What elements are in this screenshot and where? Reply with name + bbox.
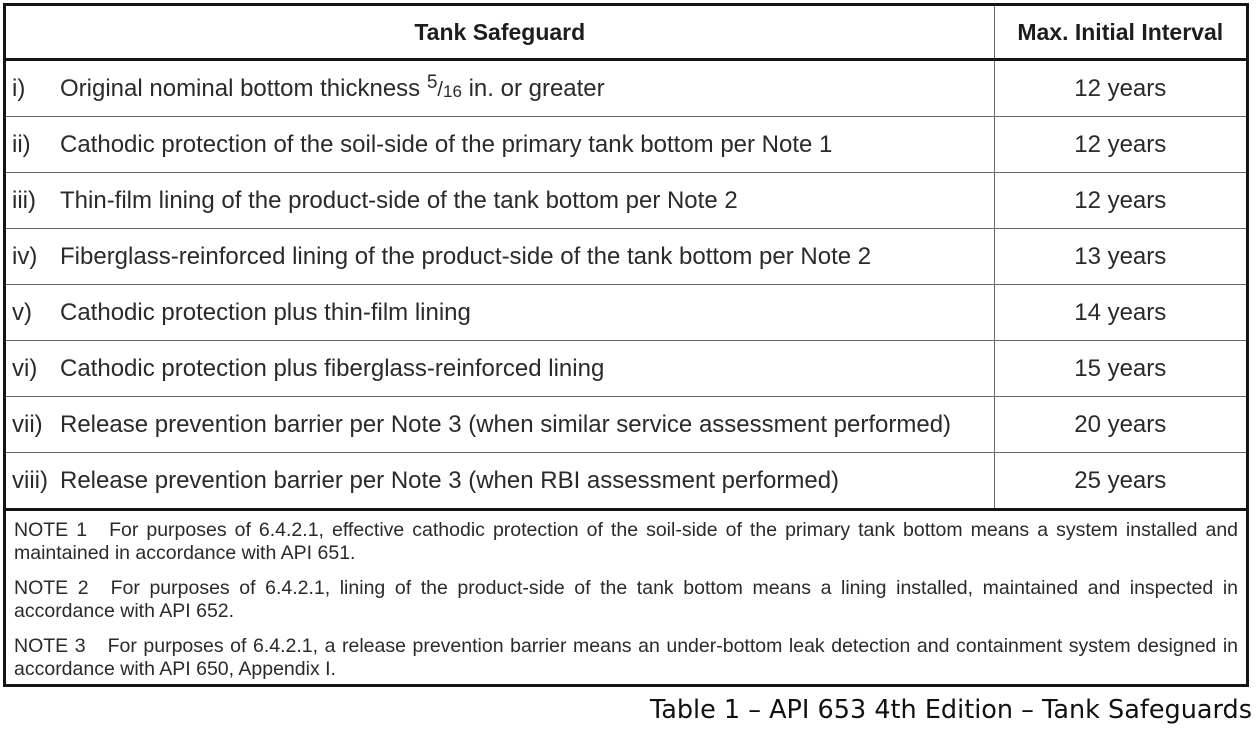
fraction-denominator: 16 xyxy=(442,81,462,101)
note-label: NOTE 1 xyxy=(14,519,88,541)
safeguard-text: Release prevention barrier per Note 3 (when similar service assessment performed) xyxy=(60,410,952,438)
interval-cell: 15 years xyxy=(994,341,1246,397)
safeguard-text: Thin-film lining of the product-side of the tank bottom per Note 2 xyxy=(60,186,738,214)
table-row xyxy=(6,397,1246,453)
note-label: NOTE 2 xyxy=(14,577,89,599)
row-numeral: viii) xyxy=(12,466,48,494)
safeguard-text-main: Original nominal bottom thickness xyxy=(60,74,421,102)
table-row xyxy=(6,341,1246,397)
fraction-numerator: 5 xyxy=(426,71,438,93)
row-numeral: v) xyxy=(12,298,32,326)
fraction-five-sixteenths: $^5/_{16}$ xyxy=(426,71,462,101)
header-tank-safeguard: Tank Safeguard xyxy=(6,6,994,60)
note-text: For purposes of 6.4.2.1, lining of the product-side of the tank bottom means a lining installed, maintained and inspected in accordance with API 652. xyxy=(14,577,1238,622)
row-numeral: i) xyxy=(12,74,26,102)
safeguard-cell xyxy=(6,453,994,510)
table-notes xyxy=(6,511,1246,680)
interval-cell: 12 years xyxy=(994,60,1246,117)
row-numeral: ii) xyxy=(12,130,31,158)
interval-cell: 12 years xyxy=(994,117,1246,173)
row-numeral: iv) xyxy=(12,242,38,270)
note-text: For purposes of 6.4.2.1, a release prevention barrier means an under-bottom leak detection and containment system designed in accordance with API 650, Appendix I. xyxy=(14,635,1239,680)
interval-cell: 12 years xyxy=(994,173,1246,229)
note-3 xyxy=(14,635,1238,680)
safeguard-cell xyxy=(6,60,994,117)
table-row xyxy=(6,117,1246,173)
row-numeral: iii) xyxy=(12,186,36,214)
safeguard-text: Release prevention barrier per Note 3 (when RBI assessment performed) xyxy=(60,466,840,494)
interval-cell: 13 years xyxy=(994,229,1246,285)
header-max-initial-interval: Max. Initial Interval xyxy=(994,6,1246,60)
interval-cell: 25 years xyxy=(994,453,1246,510)
safeguard-text: Cathodic protection plus thin-film lining xyxy=(60,298,471,326)
safeguard-cell xyxy=(6,397,994,453)
safeguard-cell xyxy=(6,229,994,285)
table-row xyxy=(6,229,1246,285)
row-numeral: vi) xyxy=(12,354,38,382)
note-1 xyxy=(14,519,1238,564)
safeguard-text: Cathodic protection plus fiberglass-reinforced lining xyxy=(60,354,605,382)
note-label: NOTE 3 xyxy=(14,635,86,657)
note-2 xyxy=(14,577,1238,622)
safeguard-text: Fiberglass-reinforced lining of the product-side of the tank bottom per Note 2 xyxy=(60,242,872,270)
table-header-row xyxy=(6,6,1246,60)
interval-cell: 20 years xyxy=(994,397,1246,453)
interval-cell: 14 years xyxy=(994,285,1246,341)
safeguard-text-after: in. or greater xyxy=(468,74,605,102)
safeguard-cell xyxy=(6,173,994,229)
table-row xyxy=(6,453,1246,510)
row-numeral: vii) xyxy=(12,410,43,438)
safeguard-text: Cathodic protection of the soil-side of the primary tank bottom per Note 1 xyxy=(60,130,833,158)
safeguard-cell xyxy=(6,341,994,397)
safeguard-text xyxy=(60,71,605,103)
table-row xyxy=(6,60,1246,117)
safeguard-cell xyxy=(6,117,994,173)
table-row xyxy=(6,285,1246,341)
safeguards-table-frame xyxy=(3,3,1249,687)
safeguard-cell xyxy=(6,285,994,341)
note-text: For purposes of 6.4.2.1, effective cathodic protection of the soil-side of the primary tank bottom means a system installed and maintained in accordance with API 651. xyxy=(14,519,1239,564)
table-caption: Table 1 – API 653 4th Edition – Tank Safeguards xyxy=(649,695,1252,725)
table-row xyxy=(6,173,1246,229)
safeguards-table xyxy=(6,6,1246,511)
